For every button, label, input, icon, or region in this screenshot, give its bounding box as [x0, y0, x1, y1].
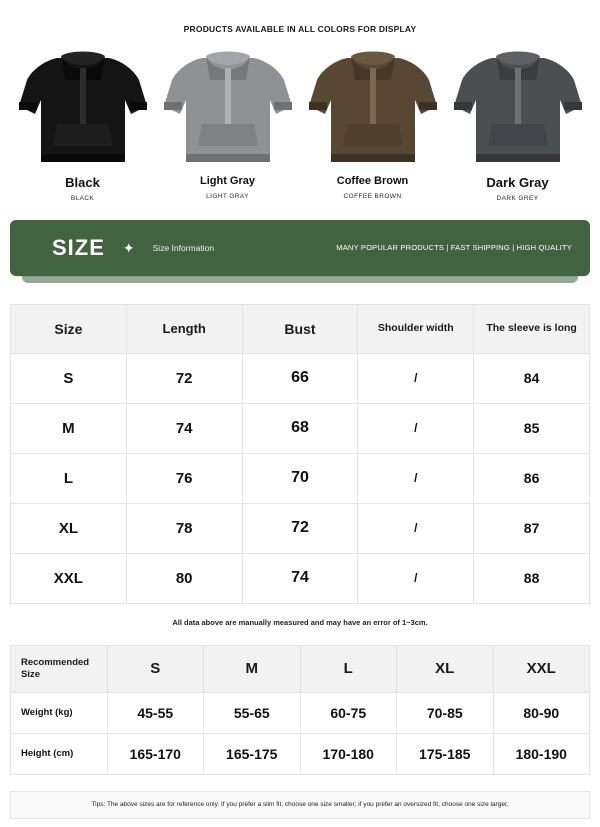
col-header-size-s: S [107, 645, 204, 692]
color-item-light-gray[interactable] [155, 46, 300, 202]
colorway-row [0, 34, 600, 202]
size-banner-subtitle: Size Information [152, 242, 215, 253]
table-row [11, 692, 590, 733]
measurement-note: All data above are manually measured and may have an error of 1~3cm. [172, 617, 428, 627]
cell-height-m: 165-175 [204, 733, 301, 774]
table-row [11, 553, 590, 603]
color-item-dark-gray[interactable] [445, 46, 590, 202]
cell-sleeve: 85 [474, 403, 590, 453]
cell-length: 72 [126, 353, 242, 403]
cell-size: XL [11, 503, 127, 553]
col-header-length: Length [126, 304, 242, 353]
hoodie-image-black [17, 46, 149, 172]
size-measurement-table [10, 304, 590, 604]
tips-banner: Tips: The above sizes are for reference only. If you prefer a slim fit, choose one size smaller; if you prefer an oversized fit, choose one size larger. [10, 791, 590, 819]
color-name: Coffee Brown [336, 175, 409, 187]
cell-bust: 66 [242, 353, 358, 403]
cell-shoulder: / [358, 503, 474, 553]
cell-shoulder: / [358, 553, 474, 603]
col-header-size-m: M [204, 645, 301, 692]
cell-shoulder: / [358, 353, 474, 403]
color-code: LIGHT GRAY [206, 192, 249, 200]
color-item-black[interactable] [10, 46, 155, 202]
color-item-coffee-brown[interactable] [300, 46, 445, 202]
cell-bust: 72 [242, 503, 358, 553]
color-code: BLACK [70, 194, 95, 202]
hoodie-image-coffee-brown [307, 46, 439, 172]
cell-size: XXL [11, 553, 127, 603]
cell-weight-m: 55-65 [204, 692, 301, 733]
cell-length: 74 [126, 403, 242, 453]
col-header-sleeve: The sleeve is long [474, 304, 590, 353]
hoodie-image-dark-gray [452, 46, 584, 172]
cell-size: S [11, 353, 127, 403]
cell-length: 78 [126, 503, 242, 553]
table-row [11, 403, 590, 453]
cell-weight-l: 60-75 [300, 692, 397, 733]
cell-bust: 68 [242, 403, 358, 453]
col-header-bust: Bust [242, 304, 358, 353]
size-banner-title: SIZE [52, 234, 105, 260]
row-label-height: Height (cm) [11, 733, 108, 774]
table-row [11, 503, 590, 553]
size-banner [10, 220, 590, 276]
table-row [11, 353, 590, 403]
row-label-weight: Weight (kg) [11, 692, 108, 733]
color-name: Dark Gray [486, 175, 549, 190]
col-header-size-l: L [300, 645, 397, 692]
color-name: Light Gray [199, 175, 255, 187]
table-header-row [11, 645, 590, 692]
star-icon: ✦ [122, 239, 135, 256]
cell-height-s: 165-170 [107, 733, 204, 774]
cell-sleeve: 88 [474, 553, 590, 603]
cell-size: M [11, 403, 127, 453]
col-header-size-xl: XL [397, 645, 494, 692]
cell-weight-s: 45-55 [107, 692, 204, 733]
size-banner-tagline: MANY POPULAR PRODUCTS | FAST SHIPPING | HIGH QUALITY [336, 243, 572, 253]
cell-shoulder: / [358, 403, 474, 453]
cell-length: 76 [126, 453, 242, 503]
cell-height-xxl: 180-190 [493, 733, 590, 774]
cell-height-l: 170-180 [300, 733, 397, 774]
hoodie-image-light-gray [162, 46, 294, 172]
cell-bust: 74 [242, 553, 358, 603]
table-header-row [11, 304, 590, 353]
col-header-size: Size [11, 304, 127, 353]
col-header-shoulder: Shoulder width [358, 304, 474, 353]
table-row [11, 453, 590, 503]
table-row [11, 733, 590, 774]
cell-weight-xxl: 80-90 [493, 692, 590, 733]
cell-height-xl: 175-185 [397, 733, 494, 774]
cell-sleeve: 84 [474, 353, 590, 403]
page-title: PRODUCTS AVAILABLE IN ALL COLORS FOR DISPLAY [183, 24, 417, 34]
cell-length: 80 [126, 553, 242, 603]
recommended-size-table [10, 645, 590, 775]
cell-sleeve: 86 [474, 453, 590, 503]
cell-weight-xl: 70-85 [397, 692, 494, 733]
color-name: Black [65, 175, 100, 190]
cell-sleeve: 87 [474, 503, 590, 553]
col-header-size-xxl: XXL [493, 645, 590, 692]
cell-bust: 70 [242, 453, 358, 503]
color-code: DARK GREY [496, 194, 539, 202]
cell-size: L [11, 453, 127, 503]
color-code: COFFEE BROWN [343, 192, 402, 200]
cell-shoulder: / [358, 453, 474, 503]
col-header-recommended: Recommended Size [11, 645, 108, 692]
